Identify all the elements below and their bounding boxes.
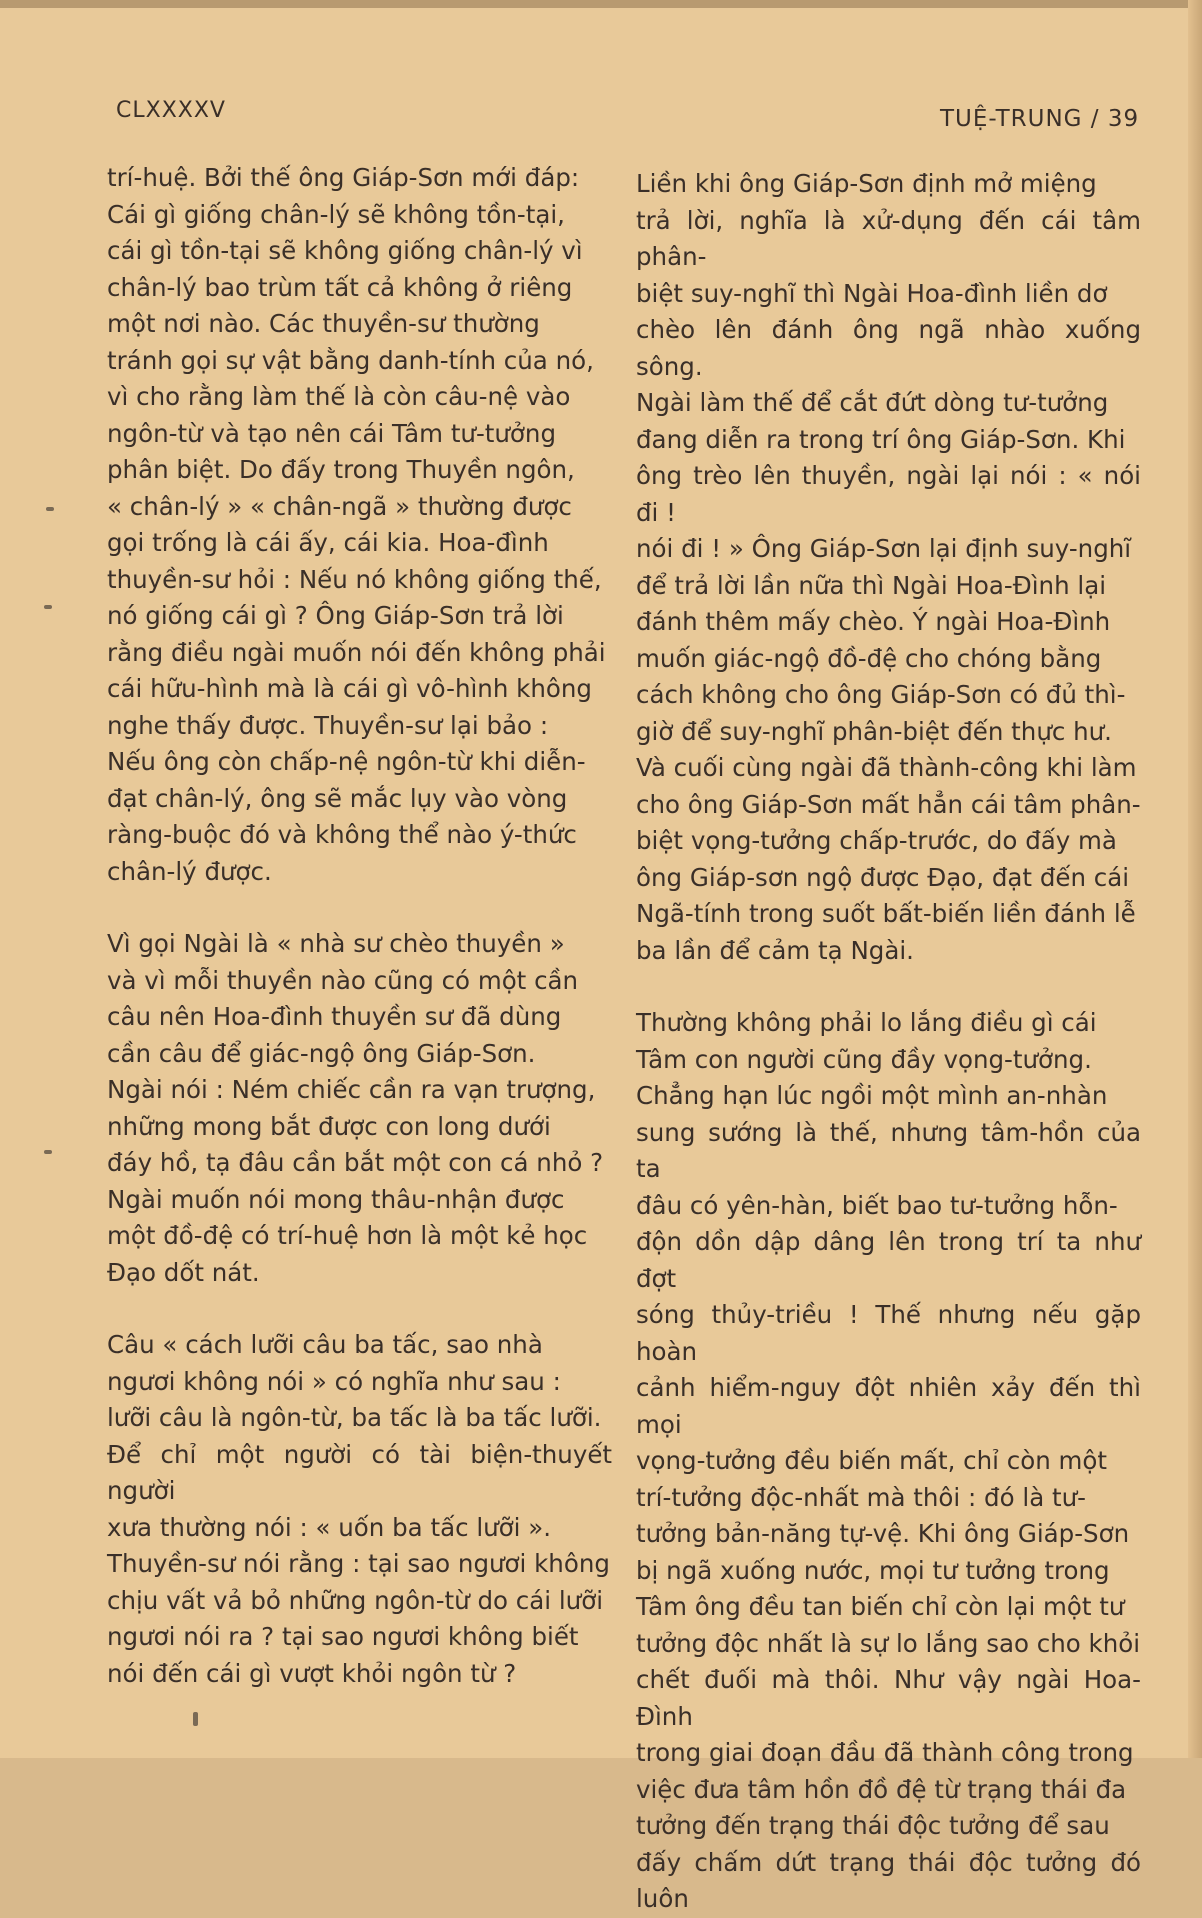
running-header: TUỆ-TRUNG / 39: [940, 106, 1140, 132]
left-column: [107, 160, 612, 1692]
page-blemish: [44, 605, 52, 609]
page-blemish: [193, 1712, 198, 1726]
page-top-edge: [0, 0, 1202, 8]
paragraph: Thường không phải lo lắng điều gì cái Tâm con người cũng đầy vọng-tưởng. Chẳng hạn lúc ngồi một mình an-nhàn sung sướng là thế, nhưng tâm-hồn của ta đâu có yên-hàn, biết bao tư-tưởng hỗn- độn dồn dập dâng lên trong trí ta như đợt sóng thủy-triều ! Thế nhưng nếu gặp hoàn cảnh hiểm-nguy đột nhiên xảy đến thì mọi vọng-tưởng đều biến mất, chỉ còn một trí-tưởng độc-nhất mà thôi : đó là tư- tưởng bản-năng tự-vệ. Khi ông Giáp-Sơn bị ngã xuống nước, mọi tư tưởng trong Tâm ông đều tan biến chỉ còn lại một tư tưởng độc nhất là sự lo lắng sao cho khỏi chết đuối mà thôi. Như vậy ngài Hoa-Đình trong giai đoạn đầu đã thành công trong việc đưa tâm hồn đồ đệ từ trạng thái đa tưởng đến trạng thái độc tưởng để sau đấy chấm dứt trạng thái độc tưởng đó luôn: [636, 1008, 1141, 1913]
paragraph: Vì gọi Ngài là « nhà sư chèo thuyền » và vì mỗi thuyền nào cũng có một cần câu nên Hoa-đình thuyền sư đã dùng cần câu để giác-ngộ ông Giáp-Sơn. Ngài nói : Ném chiếc cần ra vạn trượng, những mong bắt được con long dưới đáy hồ, tạ đâu cần bắt một con cá nhỏ ? Ngài muốn nói mong thâu-nhận được một đồ-đệ có trí-huệ hơn là một kẻ học Đạo dốt nát.: [107, 929, 604, 1287]
page-right-edge: [1188, 0, 1202, 1758]
paragraph: Câu « cách lưỡi câu ba tấc, sao nhà ngươi không nói » có nghĩa như sau : lưỡi câu là ngôn-từ, ba tấc là ba tấc lưỡi. Để chỉ một người có tài biện-thuyết người xưa thường nói : « uốn ba tấc lưỡi ». Thuyền-sư nói rằng : tại sao ngươi không chịu vất vả bỏ những ngôn-từ do cái lưỡi ngươi nói ra ? tại sao ngươi không biết nói đến cái gì vượt khỏi ngôn từ ?: [107, 1330, 612, 1688]
section-numeral: CLXXXXV: [116, 98, 226, 123]
page-blemish: [46, 507, 54, 511]
paragraph: Liền khi ông Giáp-Sơn định mở miệng trả lời, nghĩa là xử-dụng đến cái tâm phân- biệt suy-nghĩ thì Ngài Hoa-đình liền dơ chèo lên đánh ông ngã nhào xuống sông. Ngài làm thế để cắt đứt dòng tư-tưởng đang diễn ra trong trí ông Giáp-Sơn. Khi ông trèo lên thuyền, ngài lại nói : « nói đi ! nói đi ! » Ông Giáp-Sơn lại định suy-nghĩ để trả lời lần nữa thì Ngài Hoa-Đình lại đánh thêm mấy chèo. Ý ngài Hoa-Đình muốn giác-ngộ đồ-đệ cho chóng bằng cách không cho ông Giáp-Sơn có đủ thì- giờ để suy-nghĩ phân-biệt đến thực hư. Và cuối cùng ngài đã thành-công khi làm cho ông Giáp-Sơn mất hẳn cái tâm phân- biệt vọng-tưởng chấp-trước, do đấy mà ông Giáp-sơn ngộ được Đạo, đạt đến cái Ngã-tính trong suốt bất-biến liền đánh lễ ba lần để cảm tạ Ngài.: [636, 169, 1141, 965]
page-blemish: [44, 1150, 52, 1154]
right-column: [636, 166, 1141, 1918]
paragraph: trí-huệ. Bởi thế ông Giáp-Sơn mới đáp: Cái gì giống chân-lý sẽ không tồn-tại, cái gì tồn-tại sẽ không giống chân-lý vì chân-lý bao trùm tất cả không ở riêng một nơi nào. Các thuyền-sư thường tránh gọi sự vật bằng danh-tính của nó, vì cho rằng làm thế là còn câu-nệ vào ngôn-từ và tạo nên cái Tâm tư-tưởng phân biệt. Do đấy trong Thuyền ngôn, « chân-lý » « chân-ngã » thường được gọi trống là cái ấy, cái kia. Hoa-đình thuyền-sư hỏi : Nếu nó không giống thế, nó giống cái gì ? Ông Giáp-Sơn trả lời rằng điều ngài muốn nói đến không phải cái hữu-hình mà là cái gì vô-hình không nghe thấy được. Thuyền-sư lại bảo : Nếu ông còn chấp-nệ ngôn-từ khi diễn- đạt chân-lý, ông sẽ mắc lụy vào vòng ràng-buộc đó và không thể nào ý-thức chân-lý được.: [107, 163, 606, 886]
